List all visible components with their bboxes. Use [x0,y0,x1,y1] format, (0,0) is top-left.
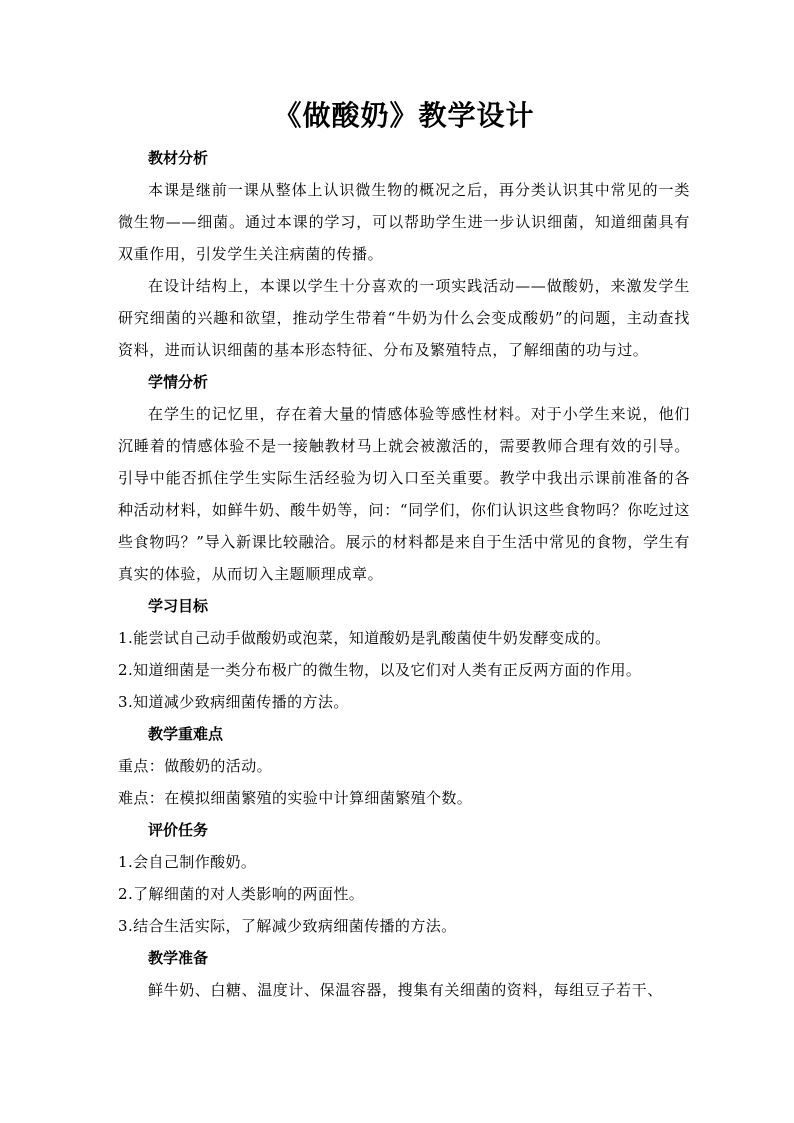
evaluation-item-1: 1.会自己制作酸奶。 [118,853,257,871]
heading-learning-goals: 学习目标 [148,597,209,615]
evaluation-item-3: 3.结合生活实际，了解减少致病细菌传播的方法。 [118,917,457,935]
key-point-item: 重点：做酸奶的活动。 [118,757,273,775]
heading-student-analysis: 学情分析 [148,373,209,391]
evaluation-item-2: 2.了解细菌的对人类影响的两面性。 [118,885,365,903]
paragraph-material-2: 在设计结构上，本课以学生十分喜欢的一项实践活动——做酸奶，来激发学生研究细菌的兴趣和欲望，推动学生带着“牛奶为什么会变成酸奶”的问题，主动查找资料，进而认识细菌的基本形态特征、分布及繁殖特点，了解细菌的功与过。 [118,277,690,359]
heading-material-analysis: 教材分析 [148,149,209,167]
preparation-item-1: 鲜牛奶、白糖、温度计、保温容器，搜集有关细菌的资料，每组豆子若干、 [148,981,663,999]
heading-teaching-preparation: 教学准备 [148,949,209,967]
difficulty-item: 难点：在模拟细菌繁殖的实验中计算细菌繁殖个数。 [118,789,473,807]
goal-item-1: 1.能尝试自己动手做酸奶或泡菜，知道酸奶是乳酸菌使牛奶发酵变成的。 [118,629,611,647]
goal-item-3: 3.知道减少致病细菌传播的方法。 [118,693,349,711]
document-title: 《做酸奶》教学设计 [273,99,535,132]
goal-item-2: 2.知道细菌是一类分布极广的微生物，以及它们对人类有正反两方面的作用。 [118,661,642,679]
document-page [118,92,690,1006]
heading-key-points: 教学重难点 [148,725,224,743]
heading-evaluation-tasks: 评价任务 [148,821,209,839]
paragraph-material-1: 本课是继前一课从整体上认识微生物的概况之后，再分类认识其中常见的一类微生物——细菌。通过本课的学习，可以帮助学生进一步认识细菌，知道细菌具有双重作用，引发学生关注病菌的传播。 [118,181,690,263]
paragraph-students-1: 在学生的记忆里，存在着大量的情感体验等感性材料。对于小学生来说，他们沉睡着的情感体验不是一接触教材马上就会被激活的，需要教师合理有效的引导。引导中能否抓住学生实际生活经验为切入口至关重要。教学中我出示课前准备的各种活动材料，如鲜牛奶、酸牛奶等，问：“同学们，你们认识这些食物吗？你吃过这些食物吗？”导入新课比较融洽。展示的材料都是来自于生活中常见的食物，学生有真实的体验，从而切入主题顺理成章。 [118,405,690,583]
